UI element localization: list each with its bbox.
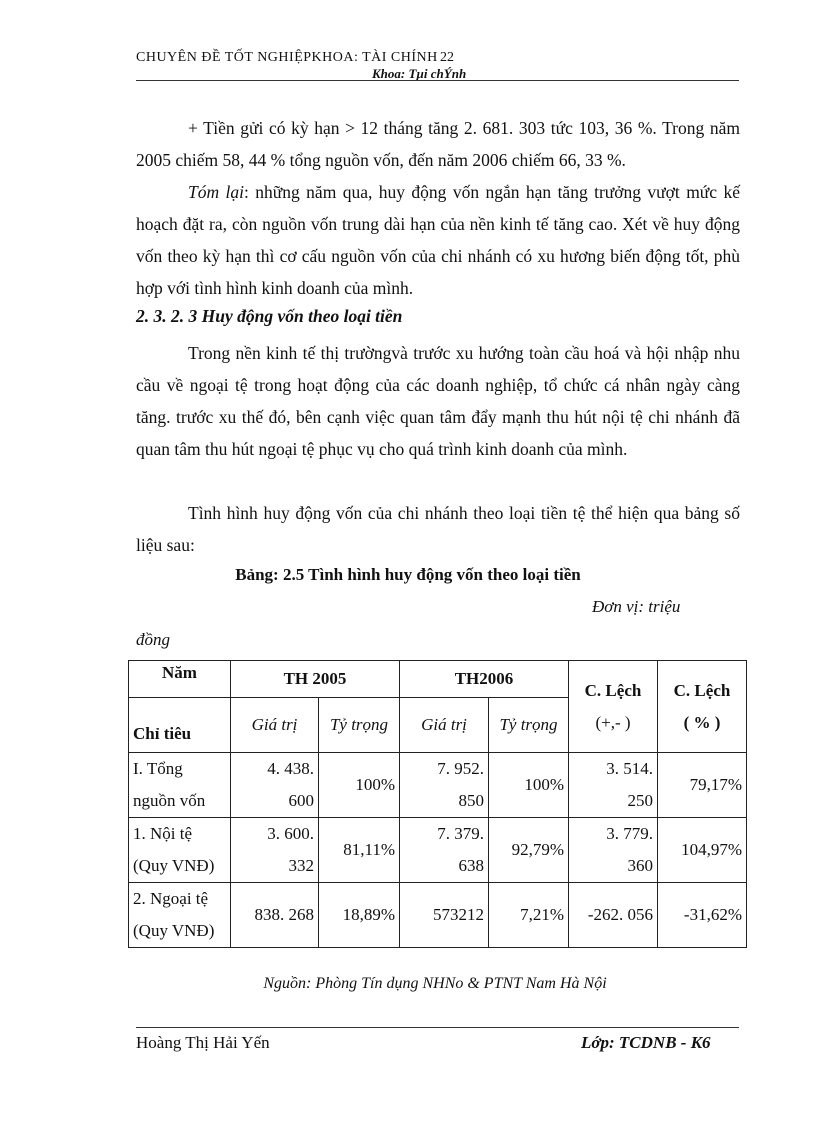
value-2005-line2: 600: [288, 791, 314, 810]
table-caption: Bảng: 2.5 Tình hình huy động vốn theo loại tiền: [235, 565, 581, 584]
diff-abs-line1: 3. 514.: [606, 759, 653, 778]
row-label-line2: (Quy VNĐ): [133, 856, 215, 875]
value-2006-line1: 7. 952.: [437, 759, 484, 778]
value-2005-line1: 3. 600.: [267, 824, 314, 843]
table-source: Nguồn: Phòng Tín dụng NHNo & PTNT Nam Hà Nội: [263, 975, 607, 992]
row-label-line2: (Quy VNĐ): [133, 921, 215, 940]
diff-pct: 79,17%: [658, 753, 747, 818]
header-diff-pct: [658, 661, 747, 753]
header-value-2006: Giá trị: [400, 698, 489, 753]
share-2006: 92,79%: [489, 818, 569, 883]
diff-abs: [569, 753, 658, 818]
header-indicator: Chỉ tiêu: [129, 698, 231, 753]
paragraph-table-intro: Tình hình huy động vốn của chi nhánh theo loại tiền tệ thể hiện qua bảng số liệu sau:: [136, 503, 740, 555]
table-row: [129, 753, 747, 818]
row-label: [129, 883, 231, 948]
diff-pct: -31,62%: [658, 883, 747, 948]
header-divider: [136, 80, 739, 81]
table-row: [129, 883, 747, 948]
header-subtitle: Khoa: Tµi chÝnh: [372, 66, 467, 81]
value-2005: [231, 818, 319, 883]
header-diff-pct-title: C. Lệch: [673, 680, 731, 700]
diff-abs: [569, 818, 658, 883]
row-label-line1: I. Tổng: [133, 759, 183, 778]
diff-pct: 104,97%: [658, 818, 747, 883]
share-2005: 81,11%: [319, 818, 400, 883]
page-number: 22: [440, 50, 454, 65]
header-share-2006: Tỷ trọng: [489, 698, 569, 753]
share-2005: 18,89%: [319, 883, 400, 948]
footer-divider: [136, 1027, 739, 1028]
header-diff-pct-sub: ( % ): [683, 712, 721, 732]
diff-abs-line2: 360: [627, 856, 653, 875]
row-label: [129, 753, 231, 818]
header-year: Năm: [129, 661, 231, 698]
header-value-2005: Giá trị: [231, 698, 319, 753]
paragraph-term-deposits: + Tiền gửi có kỳ hạn > 12 tháng tăng 2. 681. 303 tức 103, 36 %. Trong năm 2005 chiếm 58, 44 % tổng nguồn vốn, đến năm 2006 chiếm 66, 33 %.: [136, 118, 740, 170]
header-diff-abs-title: C. Lệch: [584, 680, 642, 700]
value-2005: 838. 268: [231, 883, 319, 948]
value-2006: [400, 753, 489, 818]
header-th2005: TH 2005: [231, 661, 400, 698]
row-label: [129, 818, 231, 883]
footer-author: Hoàng Thị Hải Yến: [136, 1033, 270, 1052]
value-2006-line2: 638: [458, 856, 484, 875]
share-2006: 7,21%: [489, 883, 569, 948]
header-share-2005: Tỷ trọng: [319, 698, 400, 753]
value-2006: 573212: [400, 883, 489, 948]
summary-colon: :: [244, 182, 249, 202]
value-2006-line2: 850: [458, 791, 484, 810]
table-unit-line1: Đơn vị: triệu: [592, 597, 681, 616]
table-unit-line2: đồng: [136, 630, 170, 649]
capital-mobilization-table: [128, 660, 747, 948]
row-label-line1: 2. Ngoại tệ: [133, 889, 209, 908]
diff-abs: -262. 056: [569, 883, 658, 948]
row-label-line1: 1. Nội tệ: [133, 824, 193, 843]
header-title: CHUYÊN ĐỀ TỐT NGHIỆPKHOA: TÀI CHÍNH: [136, 50, 438, 65]
summary-text: những năm qua, huy động vốn ngắn hạn tăng trưởng vượt mức kế hoạch đặt ra, còn nguồn vốn trung dài hạn của nền kinh tế tăng cao. Xét về huy động vốn theo kỳ hạn thì cơ cấu nguồn vốn của chi nhánh có xu hương biến động tốt, phù hợp với tình hình kinh doanh của mình.: [136, 182, 740, 298]
summary-label: Tóm lại: [188, 182, 244, 202]
footer-class: Lớp: TCDNB - K6: [581, 1033, 711, 1052]
table-row: [129, 818, 747, 883]
header-diff-abs-sub: (+,- ): [595, 712, 631, 732]
paragraph-summary: [136, 176, 740, 304]
share-2006: 100%: [489, 753, 569, 818]
row-label-line2: nguồn vốn: [133, 791, 206, 810]
section-heading: 2. 3. 2. 3 Huy động vốn theo loại tiền: [136, 306, 403, 326]
value-2005: [231, 753, 319, 818]
paragraph-foreign-currency: Trong nền kinh tế thị trườngvà trước xu hướng toàn cầu hoá và hội nhập nhu cầu về ngoại tệ trong hoạt động của các doanh nghiệp, tổ chức cá nhân ngày càng tăng. trước xu thế đó, bên cạnh việc quan tâm đẩy mạnh thu hút nội tệ chi nhánh đã quan tâm thu hút ngoại tệ phục vụ cho quá trình kinh doanh của mình.: [136, 343, 740, 459]
diff-abs-line1: 3. 779.: [606, 824, 653, 843]
header-th2006: TH2006: [400, 661, 569, 698]
value-2005-line1: 4. 438.: [267, 759, 314, 778]
share-2005: 100%: [319, 753, 400, 818]
header-diff-abs: [569, 661, 658, 753]
value-2006-line1: 7. 379.: [437, 824, 484, 843]
diff-abs-line2: 250: [627, 791, 653, 810]
value-2006: [400, 818, 489, 883]
value-2005-line2: 332: [288, 856, 314, 875]
